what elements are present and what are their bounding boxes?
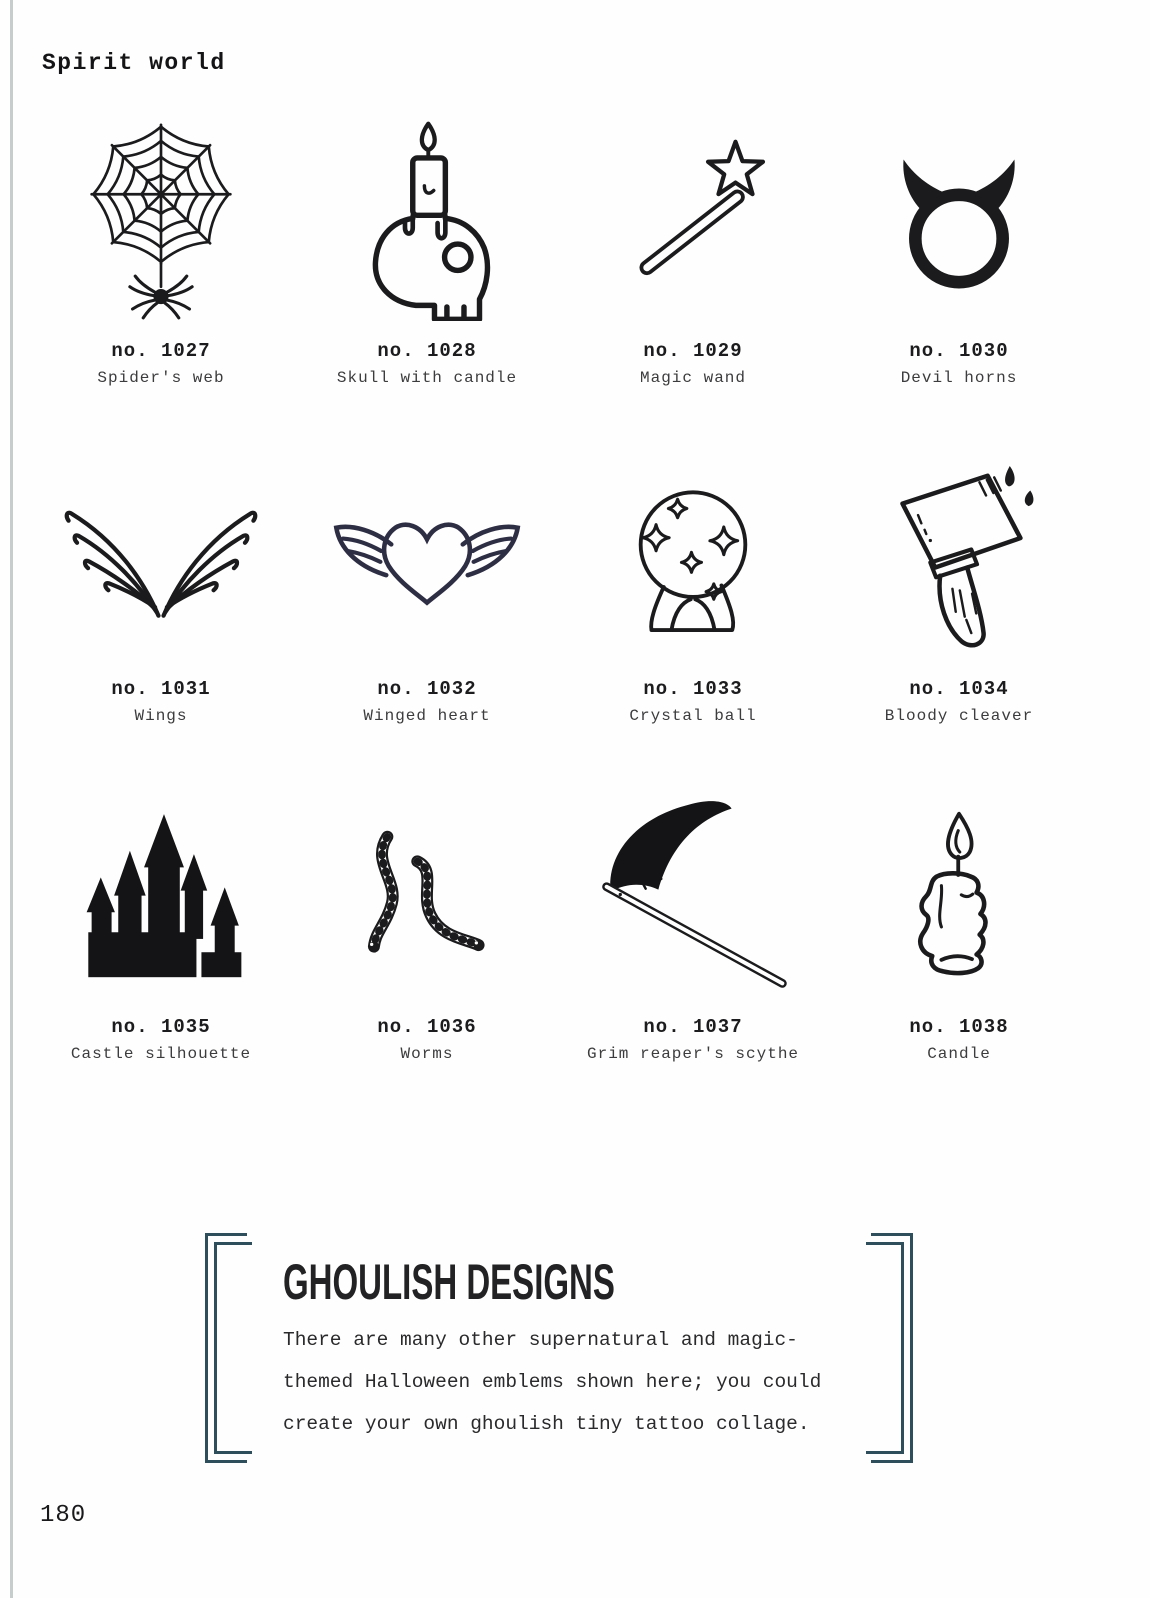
design-card xyxy=(28,782,294,1120)
spider-web-icon xyxy=(72,116,250,325)
design-card xyxy=(826,782,1092,1120)
worms-icon xyxy=(341,818,513,975)
design-number: no. 1038 xyxy=(909,1016,1009,1038)
design-name: Skull with candle xyxy=(336,369,518,387)
candle-icon xyxy=(894,806,1024,986)
design-name: Winged heart xyxy=(363,707,491,725)
design-name: Spider's web xyxy=(97,369,225,387)
design-number: no. 1034 xyxy=(909,678,1009,700)
design-name: Magic wand xyxy=(639,369,746,387)
crystal-ball-icon xyxy=(616,470,770,647)
design-card xyxy=(826,444,1092,782)
castle-silhouette-icon xyxy=(70,809,253,984)
design-name: Candle xyxy=(927,1045,991,1063)
design-number: no. 1036 xyxy=(377,1016,477,1038)
design-name: Wings xyxy=(134,707,188,725)
design-name: Crystal ball xyxy=(629,707,757,725)
design-number: no. 1030 xyxy=(909,340,1009,362)
design-number: no. 1035 xyxy=(111,1016,211,1038)
page-edge-line xyxy=(10,0,13,1598)
design-name: Castle silhouette xyxy=(70,1045,252,1063)
magic-wand-icon xyxy=(608,135,778,305)
design-number: no. 1028 xyxy=(377,340,477,362)
design-card xyxy=(560,106,826,444)
design-name: Bloody cleaver xyxy=(884,707,1034,725)
page-number: 180 xyxy=(40,1502,87,1529)
skull-candle-icon xyxy=(346,119,509,321)
design-card xyxy=(294,106,560,444)
design-name: Grim reaper's scythe xyxy=(586,1045,800,1063)
winged-heart-icon xyxy=(323,496,531,621)
design-card xyxy=(294,782,560,1120)
callout-body xyxy=(283,1319,843,1445)
bloody-cleaver-icon xyxy=(873,456,1045,661)
design-card xyxy=(294,444,560,782)
design-name: Worms xyxy=(400,1045,454,1063)
callout-line: There are many other supernatural and magic- xyxy=(283,1329,798,1351)
design-number: no. 1027 xyxy=(111,340,211,362)
design-card xyxy=(560,444,826,782)
page-title: Spirit world xyxy=(42,50,226,76)
callout-bracket-right xyxy=(867,1233,913,1463)
callout-title: GHOULISH DESIGNS xyxy=(283,1254,615,1310)
design-grid xyxy=(28,106,1092,1120)
wings-icon xyxy=(55,490,267,626)
design-number: no. 1033 xyxy=(643,678,743,700)
callout-bracket-left xyxy=(205,1233,251,1463)
devil-horns-icon xyxy=(875,136,1043,304)
design-number: no. 1031 xyxy=(111,678,211,700)
design-card xyxy=(560,782,826,1120)
callout-line: create your own ghoulish tiny tattoo collage. xyxy=(283,1413,810,1436)
grim-reaper-scythe-icon xyxy=(581,794,806,999)
design-card xyxy=(826,106,1092,444)
design-number: no. 1029 xyxy=(643,340,743,362)
design-name: Devil horns xyxy=(900,369,1018,387)
callout-box xyxy=(205,1233,913,1463)
design-card xyxy=(28,106,294,444)
design-number: no. 1037 xyxy=(643,1016,743,1038)
callout-line: themed Halloween emblems shown here; you could xyxy=(283,1371,822,1394)
design-number: no. 1032 xyxy=(377,678,477,700)
design-card xyxy=(28,444,294,782)
